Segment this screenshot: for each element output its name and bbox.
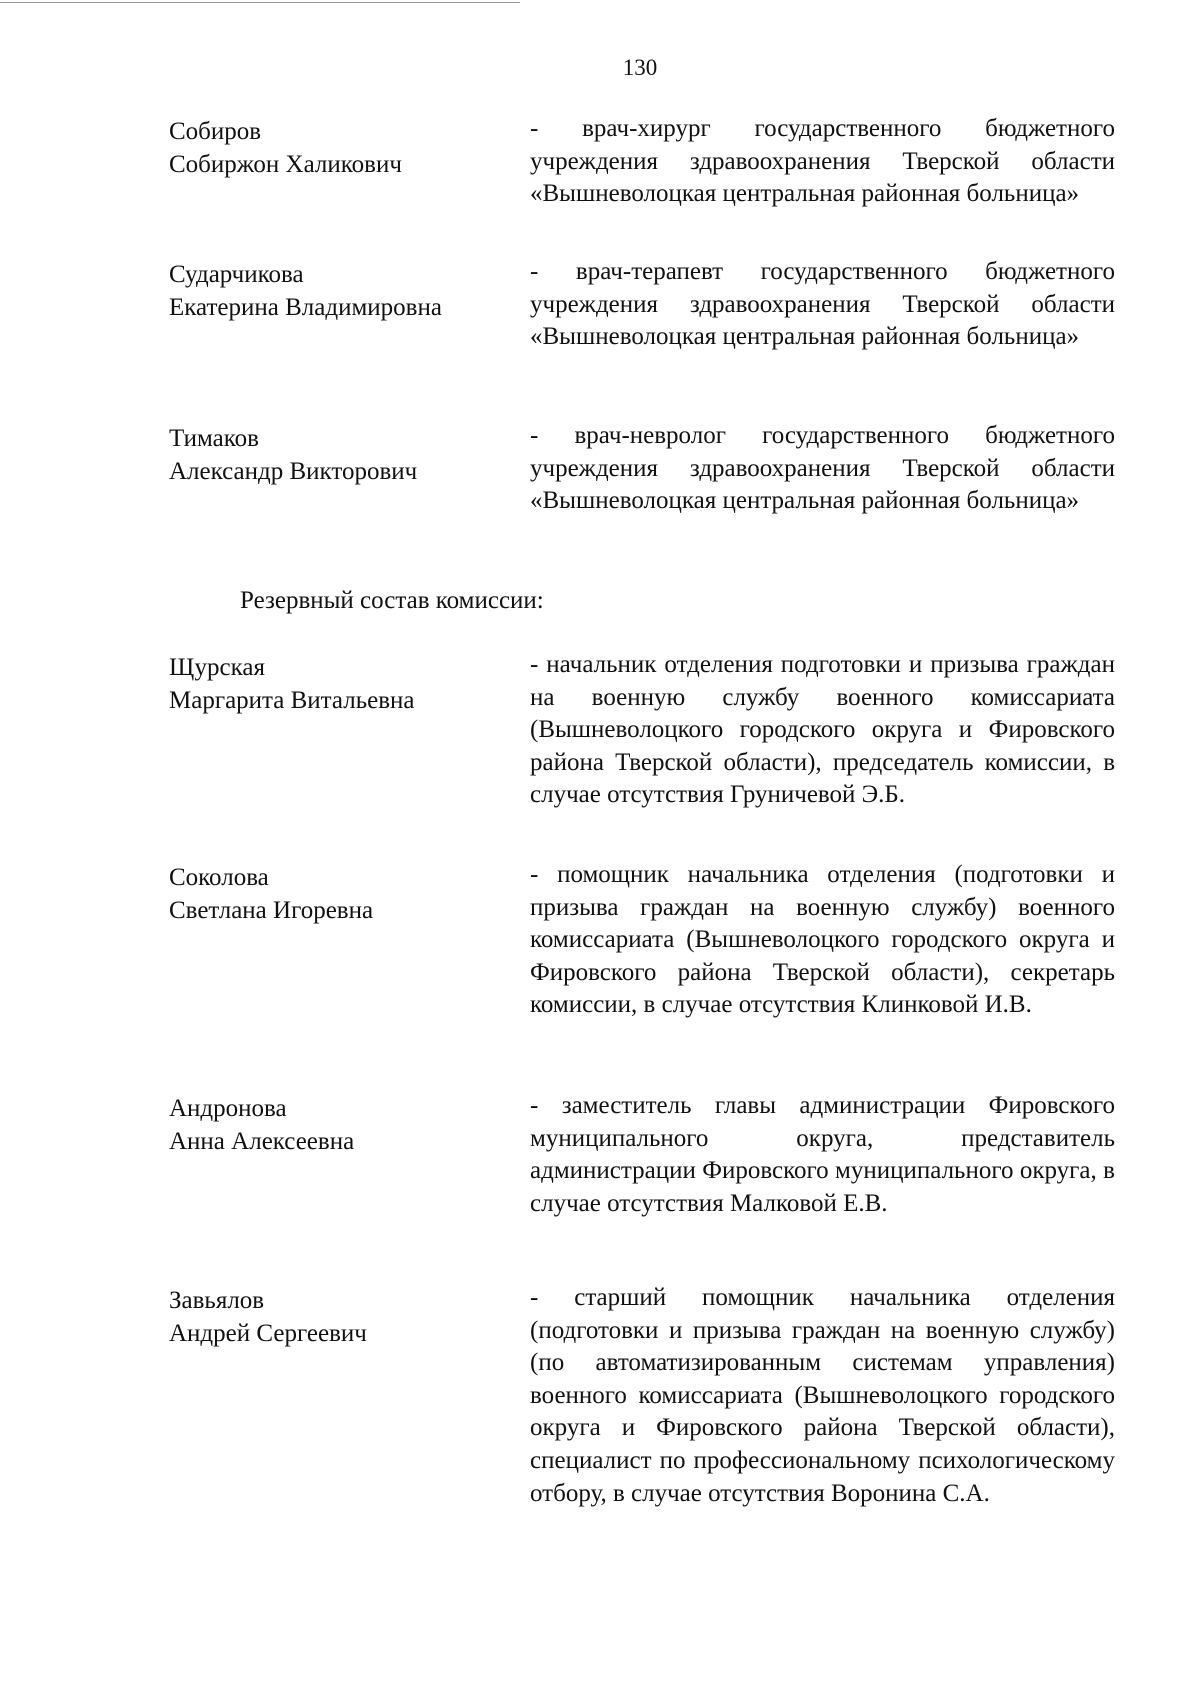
member-name: [169, 862, 509, 927]
section-heading: Резервный состав комиссии:: [240, 587, 544, 614]
member-surname: Щурская: [169, 654, 265, 681]
member-given-names: Андрей Сергеевич: [169, 1319, 367, 1347]
member-name: [169, 423, 509, 488]
member-given-names: Александр Викторович: [169, 457, 418, 485]
member-given-names: Екатерина Владимировна: [169, 293, 442, 321]
member-name: [169, 116, 509, 181]
member-given-names: Анна Алексеевна: [169, 1127, 355, 1155]
member-surname: Андронова: [169, 1095, 287, 1122]
member-name: [169, 259, 509, 324]
member-position: - помощник начальника отделения (подготовки и призыва граждан на военную службу) военного комиссариата (Вышневолоцкого городского округа и Фировского района Тверской области), секретарь комиссии, в случае отсутствия Клинковой И.В.: [530, 861, 1115, 1019]
member-position: - заместитель главы администрации Фировского муниципального округа, представитель администрации Фировского муниципального округа, в случае отсутствия Малковой Е.В.: [530, 1092, 1115, 1217]
member-given-names: Маргарита Витальевна: [169, 686, 415, 714]
page-number: 130: [622, 55, 658, 80]
member-surname: Тимаков: [169, 425, 259, 452]
member-given-names: Собиржон Халикович: [169, 150, 402, 178]
member-name: [169, 1093, 509, 1158]
member-surname: Собиров: [169, 118, 262, 145]
member-surname: Соколова: [169, 864, 269, 891]
member-surname: Сударчикова: [169, 261, 304, 288]
scan-edge-line: [0, 2, 520, 3]
member-name: [169, 652, 509, 717]
member-position: - врач-невролог государственного бюджетного учреждения здравоохранения Тверской области «Вышневолоцкая центральная районная больница»: [530, 422, 1115, 515]
member-position: - врач-хирург государственного бюджетного учреждения здравоохранения Тверской области «Вышневолоцкая центральная районная больница»: [530, 115, 1115, 208]
member-name: [169, 1285, 509, 1350]
member-given-names: Светлана Игоревна: [169, 896, 374, 924]
member-position: - начальник отделения подготовки и призыва граждан на военную службу военного комиссариата (Вышневолоцкого городского округа и Фировского района Тверской области), председатель комиссии, в случае отсутствия Груничевой Э.Б.: [530, 651, 1115, 809]
member-position: - старший помощник начальника отделения (подготовки и призыва граждан на военную службу) (по автоматизированным системам управления) военного комиссариата (Вышневолоцкого городского округа и Фировского района Тверской области), специалист по профессиональному психологическому отбору, в случае отсутствия Воронина С.А.: [530, 1284, 1115, 1507]
member-position: - врач-терапевт государственного бюджетного учреждения здравоохранения Тверской области «Вышневолоцкая центральная районная больница»: [530, 258, 1115, 351]
member-surname: Завьялов: [169, 1287, 265, 1314]
